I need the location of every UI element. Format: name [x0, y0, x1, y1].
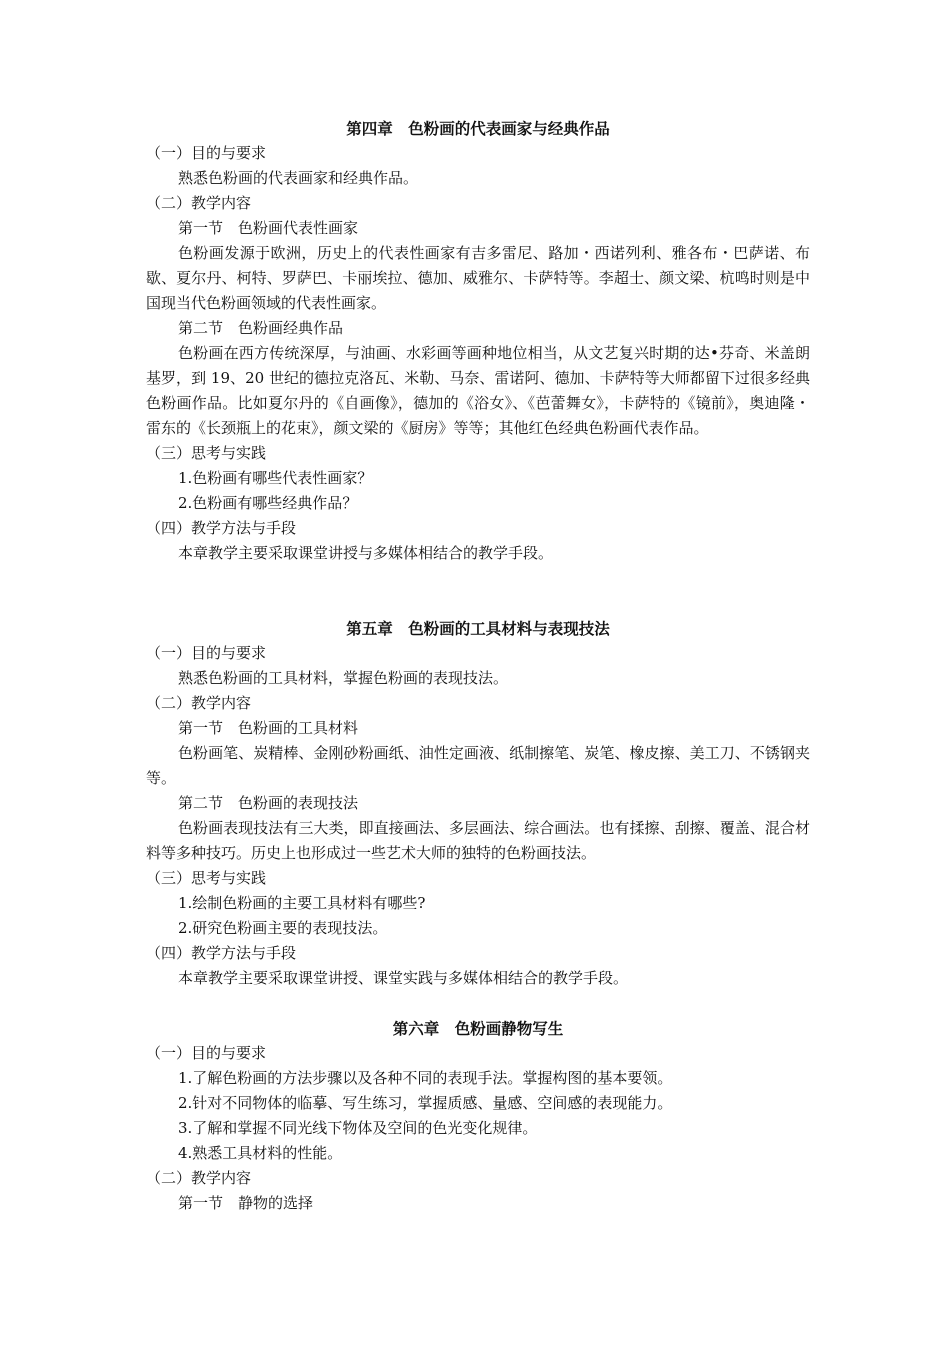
subsection-title: 第二节 色粉画经典作品 — [178, 319, 344, 337]
list-item: 2.研究色粉画主要的表现技法。 — [178, 919, 388, 937]
section-heading: （四）教学方法与手段 — [146, 944, 297, 962]
chapter-title: 第四章 色粉画的代表画家与经典作品 — [346, 119, 610, 138]
chapter-title: 第五章 色粉画的工具材料与表现技法 — [346, 619, 610, 638]
section-heading: （二）教学内容 — [146, 194, 252, 212]
section-heading: （二）教学内容 — [146, 694, 252, 712]
section-heading: （一）目的与要求 — [146, 144, 267, 162]
list-item: 1.色粉画有哪些代表性画家？ — [178, 469, 373, 487]
subsection-title: 第一节 静物的选择 — [178, 1194, 314, 1212]
section-heading: （一）目的与要求 — [146, 1044, 267, 1062]
body-paragraph: 色粉画在西方传统深厚，与油画、水彩画等画种地位相当，从文艺复兴时期的达•芬奇、米盖朗基罗，到 19、20 世纪的德拉克洛瓦、米勒、马奈、雷诺阿、德加、卡萨特等大师都留下过很多经典色粉画作品。比如夏尔丹的《自画像》，德加的《浴女》、《芭蕾舞女》，卡萨特的《镜前》，奥迪隆・雷东的《长颈瓶上的花束》，颜文梁的《厨房》等等；其他红色经典色粉画代表作品。 — [146, 344, 810, 437]
body-text: 熟悉色粉画的代表画家和经典作品。 — [178, 169, 419, 187]
body-paragraph: 色粉画发源于欧洲，历史上的代表性画家有吉多雷尼、路加・西诺列利、雅各布・巴萨诺、布歇、夏尔丹、柯特、罗萨巴、卡丽埃拉、德加、威雅尔、卡萨特等。李超士、颜文梁、杭鸣时则是中国现当代色粉画领域的代表性画家。 — [146, 244, 810, 312]
subsection-title: 第二节 色粉画的表现技法 — [178, 794, 359, 812]
chapter-title: 第六章 色粉画静物写生 — [392, 1019, 564, 1038]
chapter-5 — [146, 616, 810, 991]
subsection-title: 第一节 色粉画的工具材料 — [178, 719, 359, 737]
list-item: 4.熟悉工具材料的性能。 — [178, 1144, 343, 1162]
list-item: 1.了解色粉画的方法步骤以及各种不同的表现手法。掌握构图的基本要领。 — [178, 1069, 673, 1087]
section-heading: （一）目的与要求 — [146, 644, 267, 662]
section-heading: （三）思考与实践 — [146, 869, 267, 887]
section-heading: （二）教学内容 — [146, 1169, 252, 1187]
section-heading: （三）思考与实践 — [146, 444, 267, 462]
chapter-4 — [146, 116, 810, 566]
body-text: 熟悉色粉画的工具材料，掌握色粉画的表现技法。 — [178, 669, 509, 687]
list-item: 2.色粉画有哪些经典作品？ — [178, 494, 358, 512]
list-item: 2.针对不同物体的临摹、写生练习，掌握质感、量感、空间感的表现能力。 — [178, 1094, 673, 1112]
section-heading: （四）教学方法与手段 — [146, 519, 297, 537]
body-paragraph: 色粉画笔、炭精棒、金刚砂粉画纸、油性定画液、纸制擦笔、炭笔、橡皮擦、美工刀、不锈钢夹等。 — [146, 744, 810, 787]
subsection-title: 第一节 色粉画代表性画家 — [178, 219, 359, 237]
chapter-6 — [146, 1016, 810, 1216]
body-paragraph: 色粉画表现技法有三大类，即直接画法、多层画法、综合画法。也有揉擦、刮擦、覆盖、混合材料等多种技巧。历史上也形成过一些艺术大师的独特的色粉画技法。 — [146, 819, 810, 862]
body-text: 本章教学主要采取课堂讲授、课堂实践与多媒体相结合的教学手段。 — [178, 969, 629, 987]
list-item: 3.了解和掌握不同光线下物体及空间的色光变化规律。 — [178, 1119, 538, 1137]
body-text: 本章教学主要采取课堂讲授与多媒体相结合的教学手段。 — [178, 544, 554, 562]
list-item: 1.绘制色粉画的主要工具材料有哪些? — [178, 894, 426, 912]
